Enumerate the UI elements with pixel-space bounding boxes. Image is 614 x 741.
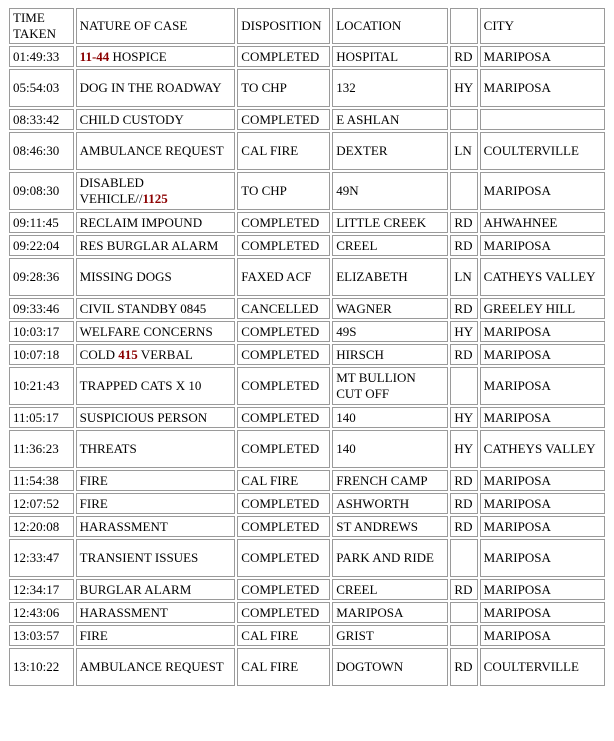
- cell-disposition: FAXED ACF: [237, 258, 330, 296]
- cell-suffix: [450, 172, 477, 210]
- cell-location: MARIPOSA: [332, 602, 448, 623]
- cell-city: MARIPOSA: [480, 344, 605, 365]
- nature-text-post: VERBAL: [137, 346, 193, 362]
- cell-disposition: COMPLETED: [237, 109, 330, 130]
- nature-text: AMBULANCE REQUEST: [79, 659, 224, 674]
- cell-time: 01:49:33: [9, 46, 74, 67]
- nature-text: DOG IN THE ROADWAY: [79, 80, 222, 95]
- call-log-table: [7, 6, 607, 688]
- cell-time: 12:20:08: [9, 516, 74, 537]
- cell-location: E ASHLAN: [332, 109, 448, 130]
- cell-disposition: COMPLETED: [237, 493, 330, 514]
- header-row: [9, 8, 605, 44]
- cell-city: MARIPOSA: [480, 407, 605, 428]
- nature-code: 415: [118, 346, 138, 362]
- cell-nature: [76, 321, 236, 342]
- cell-city: [480, 109, 605, 130]
- cell-time: 08:33:42: [9, 109, 74, 130]
- cell-suffix: RD: [450, 579, 477, 600]
- cell-suffix: HY: [450, 407, 477, 428]
- cell-location: ST ANDREWS: [332, 516, 448, 537]
- nature-code: 11-44: [79, 48, 110, 64]
- nature-text: THREATS: [79, 441, 137, 456]
- cell-disposition: COMPLETED: [237, 516, 330, 537]
- cell-nature: [76, 602, 236, 623]
- cell-time: 12:07:52: [9, 493, 74, 514]
- cell-location: PARK AND RIDE: [332, 539, 448, 577]
- cell-time: 12:34:17: [9, 579, 74, 600]
- cell-city: GREELEY HILL: [480, 298, 605, 319]
- cell-suffix: [450, 367, 477, 405]
- cell-suffix: [450, 109, 477, 130]
- cell-nature: [76, 344, 236, 365]
- table-row: [9, 407, 605, 428]
- cell-time: 11:36:23: [9, 430, 74, 468]
- cell-location: HIRSCH: [332, 344, 448, 365]
- nature-text: BURGLAR ALARM: [79, 581, 192, 597]
- nature-text-post: HOSPICE: [109, 48, 167, 64]
- cell-disposition: COMPLETED: [237, 321, 330, 342]
- cell-time: 12:33:47: [9, 539, 74, 577]
- cell-location: MT BULLION CUT OFF: [332, 367, 448, 405]
- cell-city: MARIPOSA: [480, 470, 605, 491]
- table-row: [9, 212, 605, 233]
- cell-nature: [76, 516, 236, 537]
- cell-location: DOGTOWN: [332, 648, 448, 686]
- cell-location: 140: [332, 430, 448, 468]
- cell-location: 49S: [332, 321, 448, 342]
- table-row: [9, 493, 605, 514]
- cell-nature: [76, 258, 236, 296]
- cell-suffix: RD: [450, 648, 477, 686]
- cell-nature: [76, 625, 236, 646]
- nature-code: 1125: [142, 191, 168, 206]
- cell-suffix: LN: [450, 132, 477, 170]
- cell-nature: [76, 430, 236, 468]
- cell-location: 140: [332, 407, 448, 428]
- cell-city: MARIPOSA: [480, 539, 605, 577]
- cell-city: MARIPOSA: [480, 172, 605, 210]
- table-row: [9, 602, 605, 623]
- cell-city: MARIPOSA: [480, 46, 605, 67]
- cell-suffix: RD: [450, 46, 477, 67]
- nature-text: SUSPICIOUS PERSON: [79, 409, 208, 425]
- cell-nature: [76, 172, 236, 210]
- header-suffix: [450, 8, 477, 44]
- cell-suffix: RD: [450, 470, 477, 491]
- cell-city: COULTERVILLE: [480, 132, 605, 170]
- cell-location: LITTLE CREEK: [332, 212, 448, 233]
- cell-disposition: CANCELLED: [237, 298, 330, 319]
- table-row: [9, 69, 605, 107]
- cell-location: DEXTER: [332, 132, 448, 170]
- cell-nature: [76, 46, 236, 67]
- header-nature: NATURE OF CASE: [76, 8, 236, 44]
- cell-city: COULTERVILLE: [480, 648, 605, 686]
- cell-nature: [76, 212, 236, 233]
- cell-time: 09:22:04: [9, 235, 74, 256]
- nature-text: CIVIL STANDBY 0845: [79, 300, 207, 316]
- table-row: [9, 298, 605, 319]
- cell-disposition: COMPLETED: [237, 46, 330, 67]
- cell-time: 11:54:38: [9, 470, 74, 491]
- cell-city: MARIPOSA: [480, 69, 605, 107]
- cell-disposition: COMPLETED: [237, 235, 330, 256]
- cell-nature: [76, 235, 236, 256]
- cell-suffix: LN: [450, 258, 477, 296]
- cell-suffix: RD: [450, 493, 477, 514]
- cell-suffix: [450, 625, 477, 646]
- nature-text: HARASSMENT: [79, 604, 168, 620]
- table-row: [9, 235, 605, 256]
- cell-disposition: COMPLETED: [237, 602, 330, 623]
- table-row: [9, 516, 605, 537]
- table-row: [9, 367, 605, 405]
- cell-suffix: HY: [450, 69, 477, 107]
- table-row: [9, 625, 605, 646]
- cell-time: 13:03:57: [9, 625, 74, 646]
- table-row: [9, 344, 605, 365]
- cell-disposition: TO CHP: [237, 69, 330, 107]
- cell-location: CREEL: [332, 235, 448, 256]
- nature-text: RECLAIM IMPOUND: [79, 214, 203, 230]
- table-row: [9, 258, 605, 296]
- cell-nature: [76, 579, 236, 600]
- cell-time: 09:28:36: [9, 258, 74, 296]
- nature-text: MISSING DOGS: [79, 269, 172, 284]
- cell-suffix: HY: [450, 430, 477, 468]
- cell-disposition: COMPLETED: [237, 212, 330, 233]
- cell-nature: [76, 109, 236, 130]
- cell-disposition: CAL FIRE: [237, 648, 330, 686]
- table-row: [9, 132, 605, 170]
- header-time: TIME TAKEN: [9, 8, 74, 44]
- cell-location: ELIZABETH: [332, 258, 448, 296]
- nature-text: HARASSMENT: [79, 518, 168, 534]
- nature-text: AMBULANCE REQUEST: [79, 143, 224, 158]
- table-row: [9, 172, 605, 210]
- cell-suffix: RD: [450, 516, 477, 537]
- nature-text: COLD: [79, 346, 119, 362]
- cell-city: MARIPOSA: [480, 516, 605, 537]
- cell-nature: [76, 69, 236, 107]
- cell-time: 10:03:17: [9, 321, 74, 342]
- header-city: CITY: [480, 8, 605, 44]
- cell-nature: [76, 367, 236, 405]
- cell-location: WAGNER: [332, 298, 448, 319]
- nature-text: FIRE: [79, 627, 108, 643]
- nature-text: CHILD CUSTODY: [79, 111, 184, 127]
- cell-disposition: COMPLETED: [237, 367, 330, 405]
- cell-location: CREEL: [332, 579, 448, 600]
- nature-text: DISABLED VEHICLE//: [79, 175, 144, 206]
- cell-time: 09:08:30: [9, 172, 74, 210]
- cell-suffix: RD: [450, 344, 477, 365]
- header-location: LOCATION: [332, 8, 448, 44]
- nature-text: RES BURGLAR ALARM: [79, 237, 219, 253]
- cell-city: MARIPOSA: [480, 625, 605, 646]
- cell-time: 11:05:17: [9, 407, 74, 428]
- cell-suffix: RD: [450, 212, 477, 233]
- cell-disposition: CAL FIRE: [237, 625, 330, 646]
- cell-time: 09:11:45: [9, 212, 74, 233]
- cell-disposition: COMPLETED: [237, 579, 330, 600]
- table-row: [9, 109, 605, 130]
- cell-suffix: HY: [450, 321, 477, 342]
- table-row: [9, 579, 605, 600]
- cell-time: 13:10:22: [9, 648, 74, 686]
- cell-nature: [76, 298, 236, 319]
- table-row: [9, 539, 605, 577]
- table-row: [9, 648, 605, 686]
- cell-location: GRIST: [332, 625, 448, 646]
- cell-disposition: CAL FIRE: [237, 132, 330, 170]
- cell-location: HOSPITAL: [332, 46, 448, 67]
- log-body: [9, 46, 605, 686]
- cell-location: FRENCH CAMP: [332, 470, 448, 491]
- cell-suffix: [450, 602, 477, 623]
- cell-time: 09:33:46: [9, 298, 74, 319]
- nature-text: TRANSIENT ISSUES: [79, 550, 199, 565]
- cell-suffix: [450, 539, 477, 577]
- nature-text: FIRE: [79, 495, 108, 511]
- cell-time: 10:07:18: [9, 344, 74, 365]
- cell-time: 12:43:06: [9, 602, 74, 623]
- cell-city: MARIPOSA: [480, 579, 605, 600]
- nature-text: FIRE: [79, 472, 108, 488]
- cell-disposition: COMPLETED: [237, 539, 330, 577]
- cell-city: MARIPOSA: [480, 602, 605, 623]
- cell-time: 08:46:30: [9, 132, 74, 170]
- cell-nature: [76, 407, 236, 428]
- cell-nature: [76, 539, 236, 577]
- cell-disposition: COMPLETED: [237, 430, 330, 468]
- cell-nature: [76, 470, 236, 491]
- cell-disposition: COMPLETED: [237, 344, 330, 365]
- cell-location: 132: [332, 69, 448, 107]
- cell-suffix: RD: [450, 298, 477, 319]
- table-row: [9, 430, 605, 468]
- cell-nature: [76, 493, 236, 514]
- nature-text: TRAPPED CATS X 10: [79, 378, 202, 393]
- header-disposition: DISPOSITION: [237, 8, 330, 44]
- cell-city: MARIPOSA: [480, 367, 605, 405]
- table-row: [9, 470, 605, 491]
- cell-city: CATHEYS VALLEY: [480, 258, 605, 296]
- cell-disposition: TO CHP: [237, 172, 330, 210]
- cell-city: AHWAHNEE: [480, 212, 605, 233]
- nature-text: WELFARE CONCERNS: [79, 323, 213, 339]
- cell-city: CATHEYS VALLEY: [480, 430, 605, 468]
- cell-nature: [76, 132, 236, 170]
- table-row: [9, 321, 605, 342]
- cell-suffix: RD: [450, 235, 477, 256]
- cell-location: 49N: [332, 172, 448, 210]
- cell-time: 10:21:43: [9, 367, 74, 405]
- cell-time: 05:54:03: [9, 69, 74, 107]
- cell-disposition: CAL FIRE: [237, 470, 330, 491]
- cell-nature: [76, 648, 236, 686]
- cell-city: MARIPOSA: [480, 235, 605, 256]
- cell-city: MARIPOSA: [480, 321, 605, 342]
- table-row: [9, 46, 605, 67]
- cell-city: MARIPOSA: [480, 493, 605, 514]
- cell-location: ASHWORTH: [332, 493, 448, 514]
- cell-disposition: COMPLETED: [237, 407, 330, 428]
